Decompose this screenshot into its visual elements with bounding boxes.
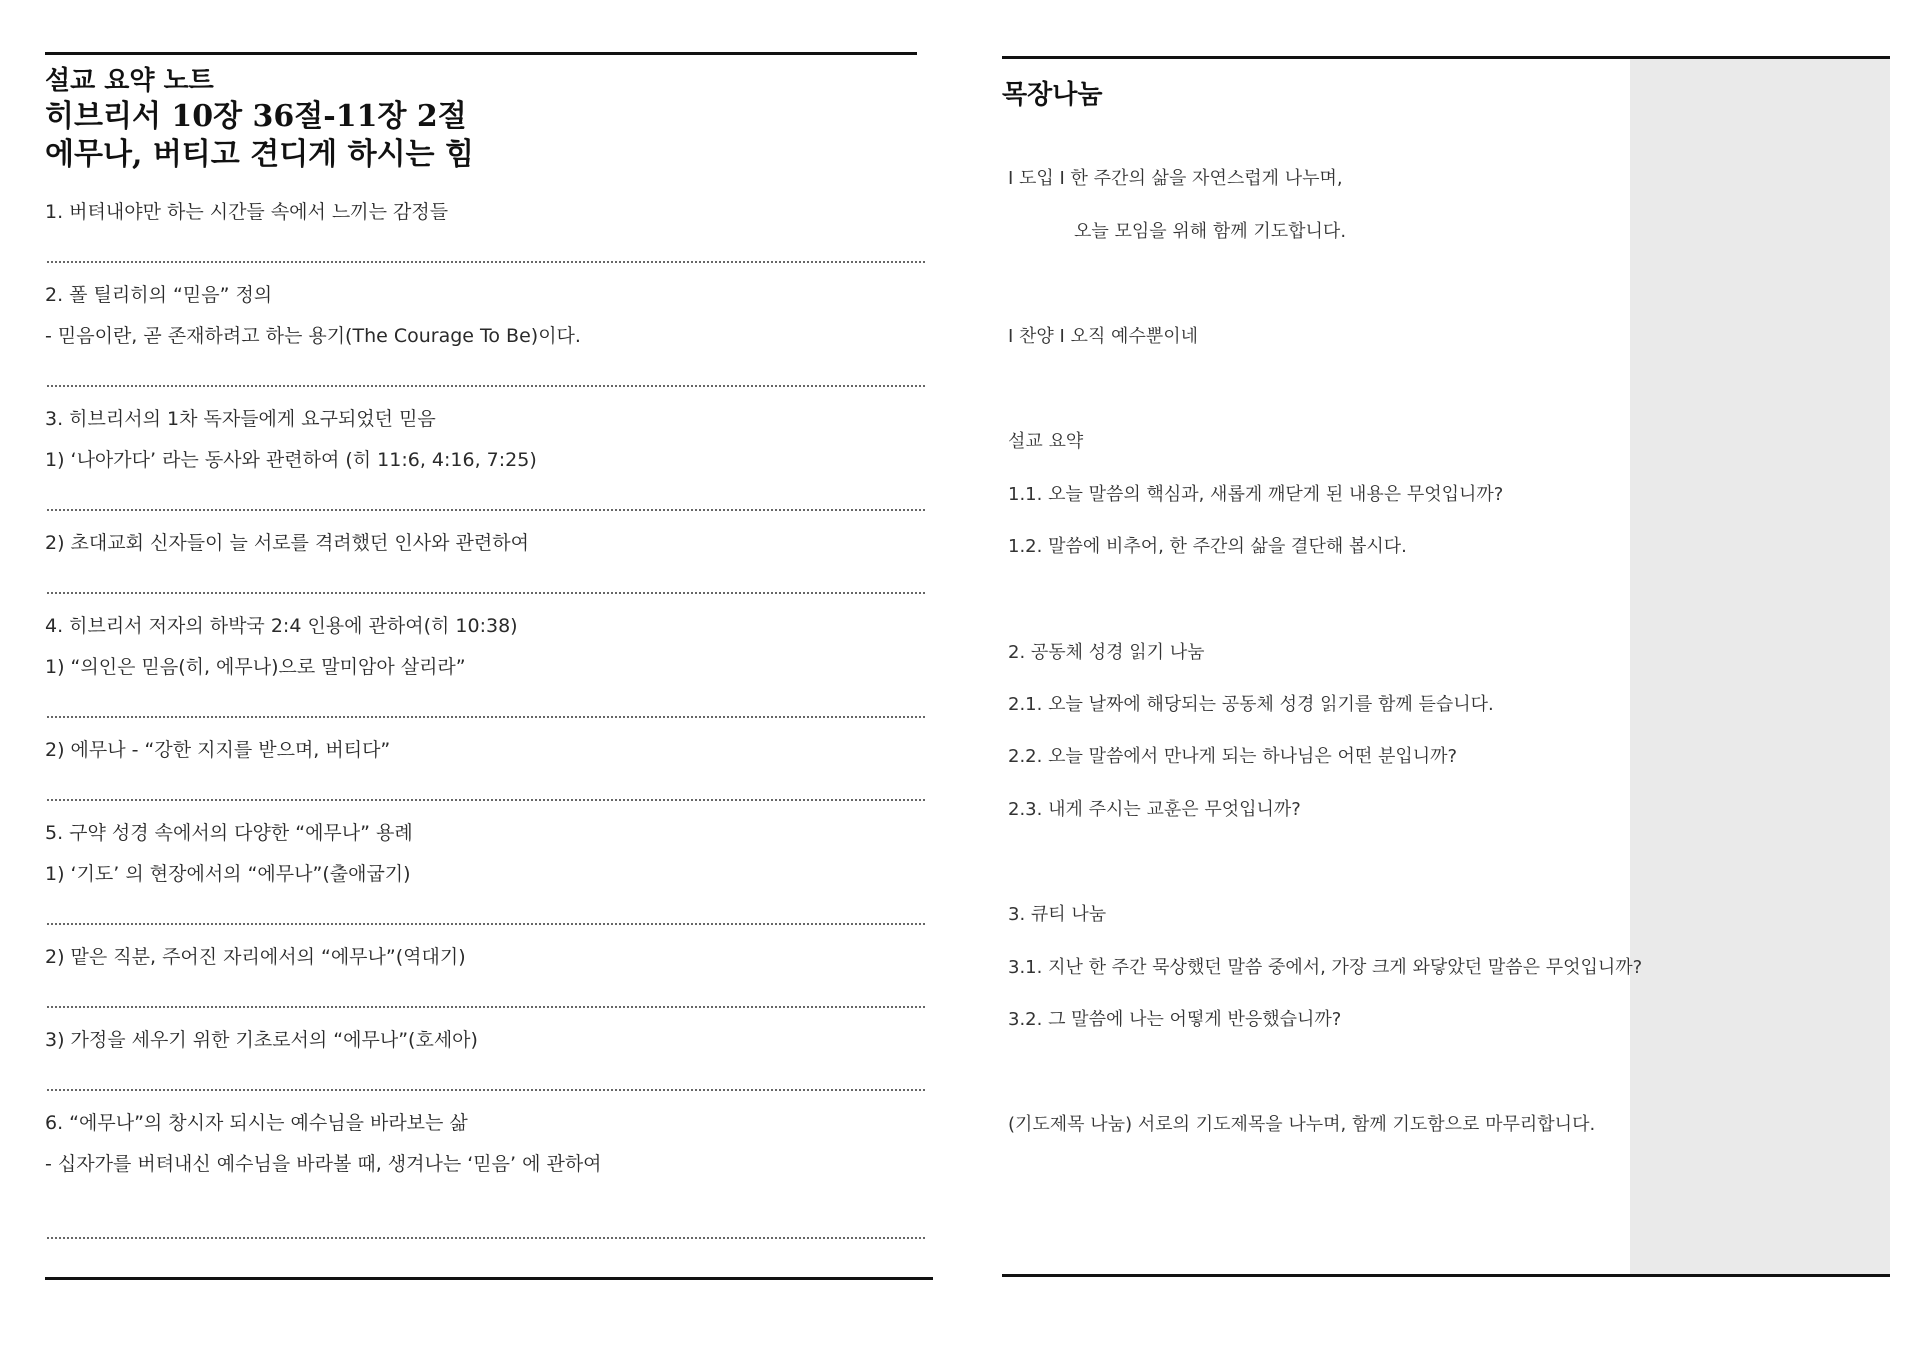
sharing-title: 목장나눔 <box>1002 80 1103 110</box>
note-item: 1) “의인은 믿음(히, 에무나)으로 말미암아 살리라” <box>45 656 466 678</box>
note-item: 2) 에무나 - “강한 지지를 받으며, 버티다” <box>45 739 391 761</box>
question-line: 3.2. 그 말씀에 나는 어떻게 반응했습니까? <box>1008 1009 1342 1030</box>
note-item: 5. 구약 성경 속에서의 다양한 “에무나” 용례 <box>45 822 413 844</box>
sermon-header <box>45 64 474 174</box>
question-line: 2.2. 오늘 말씀에서 만나게 되는 하나님은 어떤 분입니까? <box>1008 746 1458 767</box>
top-divider <box>45 52 917 55</box>
fill-in-line[interactable] <box>45 233 925 275</box>
fill-in-line[interactable] <box>45 895 925 937</box>
note-title: 설교 요약 노트 <box>45 66 214 96</box>
section-heading: 설교 요약 <box>1008 431 1084 452</box>
fill-in-line[interactable] <box>45 771 925 813</box>
fill-in-line[interactable] <box>45 1061 925 1103</box>
sermon-title: 에무나, 버티고 견디게 하시는 힘 <box>45 137 474 172</box>
fill-in-line[interactable] <box>45 1185 925 1251</box>
note-item: 2. 폴 틸리히의 “믿음” 정의 <box>45 284 273 306</box>
praise-line: I 찬양 I 오직 예수뿐이네 <box>1008 326 1198 347</box>
note-item: 1) ‘기도’ 의 현장에서의 “에무나”(출애굽기) <box>45 863 411 885</box>
note-item: - 십자가를 버텨내신 예수님을 바라볼 때, 생겨나는 ‘믿음’ 에 관하여 <box>45 1153 602 1175</box>
question-line: 2.3. 내게 주시는 교훈은 무엇입니까? <box>1008 799 1301 820</box>
note-item: 3. 히브리서의 1차 독자들에게 요구되었던 믿음 <box>45 408 436 430</box>
note-item: 3) 가정을 세우기 위한 기초로서의 “에무나”(호세아) <box>45 1029 478 1051</box>
scripture-reference: 히브리서 10장 36절-11장 2절 <box>45 99 467 134</box>
note-item: 1) ‘나아가다’ 라는 동사와 관련하여 (히 11:6, 4:16, 7:25) <box>45 449 537 471</box>
note-item: 4. 히브리서 저자의 하박국 2:4 인용에 관하여(히 10:38) <box>45 615 518 637</box>
question-line: 1.1. 오늘 말씀의 핵심과, 새롭게 깨닫게 된 내용은 무엇입니까? <box>1008 484 1504 505</box>
intro-line: I 도입 I 한 주간의 삶을 자연스럽게 나누며, <box>1008 168 1343 189</box>
note-item: 6. “에무나”의 창시자 되시는 예수님을 바라보는 삶 <box>45 1112 468 1134</box>
bottom-divider <box>45 1277 933 1280</box>
question-line: 2.1. 오늘 날짜에 해당되는 공동체 성경 읽기를 함께 듣습니다. <box>1008 694 1494 715</box>
section-heading: 2. 공동체 성경 읽기 나눔 <box>1008 642 1205 663</box>
section-heading: 3. 큐티 나눔 <box>1008 904 1107 925</box>
note-items <box>45 192 925 1251</box>
fill-in-line[interactable] <box>45 481 925 523</box>
sermon-note-panel <box>45 52 937 1282</box>
note-item: 2) 초대교회 신자들이 늘 서로를 격려했던 인사와 관련하여 <box>45 532 529 554</box>
fill-in-line[interactable] <box>45 688 925 730</box>
intro-line-cont: 오늘 모임을 위해 함께 기도합니다. <box>1074 221 1347 242</box>
question-line: 3.1. 지난 한 주간 묵상했던 말씀 중에서, 가장 크게 와닿았던 말씀은 무엇입니까? <box>1008 957 1643 978</box>
note-item: 2) 맡은 직분, 주어진 자리에서의 “에무나”(역대기) <box>45 946 466 968</box>
closing-line: (기도제목 나눔) 서로의 기도제목을 나누며, 함께 기도함으로 마무리합니다. <box>1008 1114 1596 1135</box>
note-item: 1. 버텨내야만 하는 시간들 속에서 느끼는 감정들 <box>45 201 449 223</box>
fill-in-line[interactable] <box>45 564 925 606</box>
question-line: 1.2. 말씀에 비추어, 한 주간의 삶을 결단해 봅시다. <box>1008 536 1407 557</box>
bottom-divider <box>1002 1274 1890 1277</box>
cell-group-sharing-panel <box>1002 56 1892 1281</box>
fill-in-line[interactable] <box>45 978 925 1020</box>
notes-margin <box>1630 59 1890 1274</box>
fill-in-line[interactable] <box>45 357 925 399</box>
note-item: - 믿음이란, 곧 존재하려고 하는 용기(The Courage To Be)이다. <box>45 325 581 347</box>
